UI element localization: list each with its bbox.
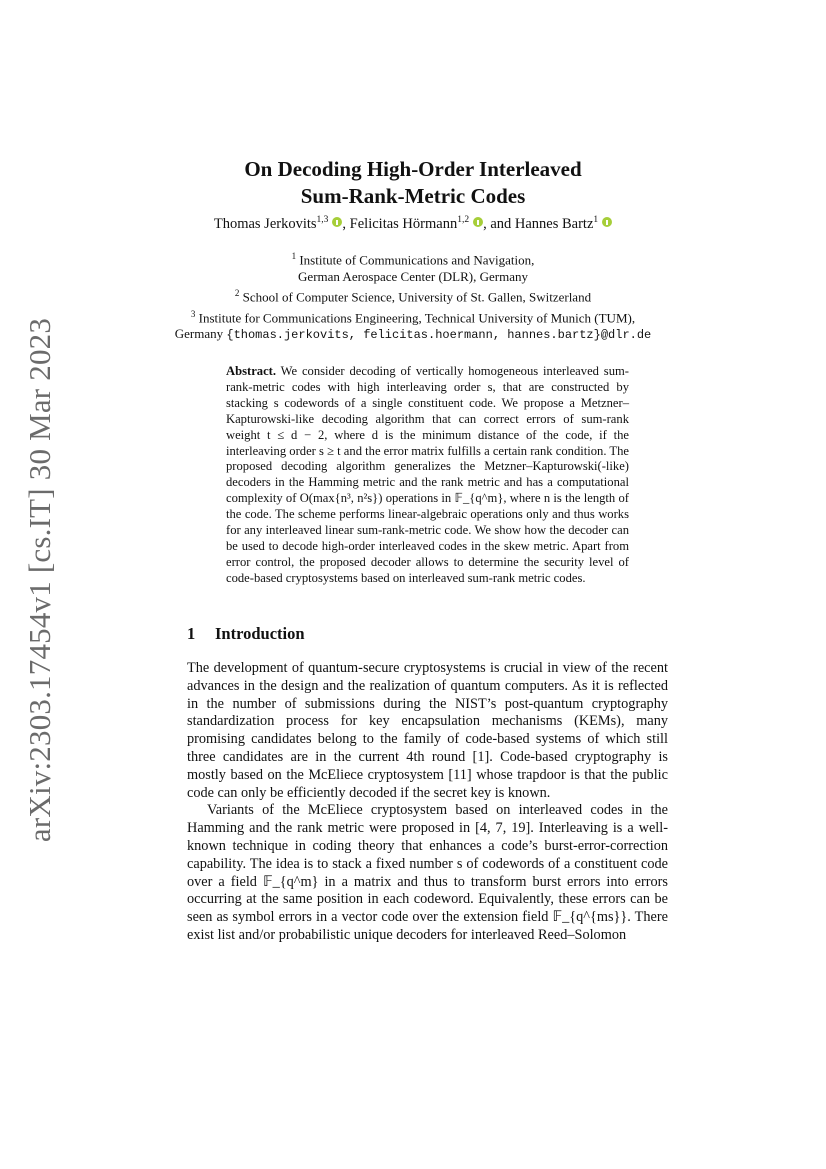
abstract-text: We consider decoding of vertically homogeneous interleaved sum-rank-metric codes with high interleaving order s, that are constructed by stacking s codewords of a single constituent code. We propose a Metzner–Kapturowski-like decoding algorithm that can correct errors of sum-rank weight t ≤ d − 2, where d is the minimum distance of the code, if the interleaving order s ≥ t and the error matrix fulfills a certain rank condition. The proposed decoding algorithm generalizes the Metzner–Kapturowski(-like) decoders in the Hamming metric and the rank metric and has a computational complexity of O(max{n³, n²s}) operations in 𝔽_{q^m}, where n is the length of the code. The scheme performs linear-algebraic operations only and thus works for any interleaved linear sum-rank-metric code. We show how the decoder can be used to decode high-order interleaved codes in the skew metric. Apart from error control, the proposed decoder allows to determine the security level of code-based cryptosystems based on interleaved sum-rank metric codes.	[226, 364, 629, 585]
paragraph: The development of quantum-secure cryptosystems is crucial in view of the recent advances in the design and the realization of quantum computers. As it is reflected in the number of submissions during the NIST’s post-quantum cryptography standardization process for key encapsulation mechanisms (KEMs), many promising candidates belong to the family of code-based systems of which still three candidates are in the current 4th round [1]. Code-based cryptography is mostly based on the McEliece cryptosystem [11] whose trapdoor is that the public code can only be efficiently decoded if the secret key is known.	[187, 660, 668, 801]
affiliation-1-line-2: German Aerospace Center (DLR), Germany	[298, 268, 528, 284]
author-affil: 1,2	[457, 215, 470, 225]
abstract-label: Abstract.	[226, 364, 277, 378]
orcid-icon[interactable]	[602, 217, 612, 227]
paper-title	[0, 156, 826, 210]
affil-text: Institute for Communications Engineering, Technical University of Munich (TUM),	[198, 309, 636, 325]
affil-marker: 3	[190, 308, 196, 319]
affil-text: School of Computer Science, University of St. Gallen, Switzerland	[242, 289, 592, 305]
affiliations	[0, 248, 826, 343]
author-separator: ,	[342, 215, 350, 232]
affil-marker: 2	[234, 287, 240, 298]
body-text	[187, 660, 668, 945]
section-title: Introduction	[215, 624, 305, 643]
paragraph: Variants of the McEliece cryptosystem based on interleaved codes in the Hamming and the rank metric were proposed in [4, 7, 19]. Interleaving is a well-known technique in coding theory that enhances a code’s burst-error-correction capability. The idea is to stack a fixed number s of codewords of a constituent code over a field 𝔽_{q^m} in a matrix and thus to transform burst errors into errors occurring at the same position in each codeword. Equivalently, these errors can be seen as symbol errors in a vector code over the extension field 𝔽_{q^{ms}}. There exist list and/or probabilistic unique decoders for interleaved Reed–Solomon	[187, 802, 668, 943]
arxiv-stamp-text: arXiv:2303.17454v1 [cs.IT] 30 Mar 2023	[22, 317, 58, 843]
title-line-2: Sum-Rank-Metric Codes	[300, 184, 526, 208]
section-number: 1	[187, 624, 196, 643]
affiliation-2	[0, 285, 826, 306]
affiliation-3	[0, 306, 826, 327]
author-affil: 1,3	[316, 215, 329, 225]
abstract	[226, 364, 629, 587]
affil-marker: 1	[291, 251, 297, 261]
author-affil: 1	[593, 215, 599, 225]
affil-text: Institute of Communications and Navigation,	[299, 252, 535, 268]
author-name: Hannes Bartz	[514, 215, 594, 232]
author-emails[interactable]: {thomas.jerkovits, felicitas.hoermann, hannes.bartz}@dlr.de	[226, 328, 652, 343]
arxiv-stamp	[20, 300, 60, 860]
orcid-icon[interactable]	[332, 217, 342, 227]
author-name: Thomas Jerkovits	[213, 215, 317, 232]
affil-country: Germany	[174, 326, 224, 342]
affiliation-1	[0, 248, 826, 269]
author-list	[0, 215, 826, 233]
author-name: Felicitas Hörmann	[349, 215, 458, 232]
section-heading	[187, 624, 305, 644]
author-separator: , and	[483, 215, 515, 232]
title-line-1: On Decoding High-Order Interleaved	[244, 157, 582, 181]
orcid-icon[interactable]	[473, 217, 483, 227]
affiliation-3-line-2	[0, 326, 826, 343]
